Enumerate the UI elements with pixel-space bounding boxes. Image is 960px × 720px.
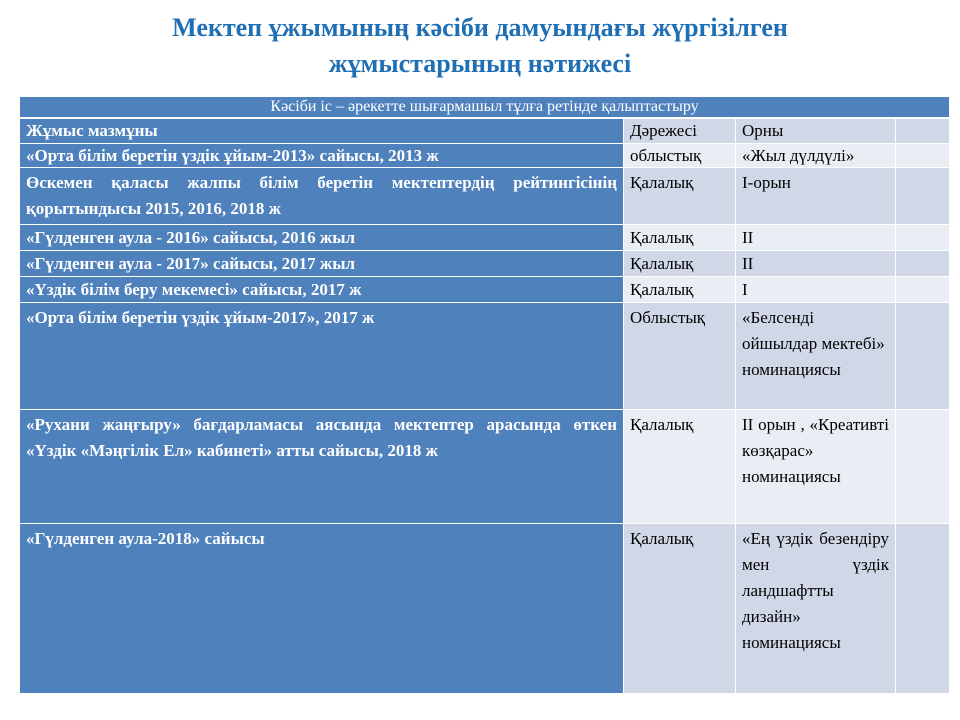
table-row bbox=[20, 251, 950, 277]
table-row bbox=[20, 144, 950, 168]
row-extra bbox=[896, 410, 950, 524]
row-content: «Үздік білім беру мекемесі» сайысы, 2017 ж bbox=[20, 277, 624, 303]
title-line-2: жұмыстарының нәтижесі bbox=[328, 49, 632, 78]
row-place: «Белсенді ойшылдар мектебі» номинациясы bbox=[736, 303, 896, 410]
row-place: ІІ bbox=[736, 225, 896, 251]
row-extra bbox=[896, 303, 950, 410]
row-place: «Ең үздік безендіру мен үздік ландшафтты дизайн» номинациясы bbox=[736, 524, 896, 694]
row-extra bbox=[896, 144, 950, 168]
table-row bbox=[20, 225, 950, 251]
header-level: Дәрежесі bbox=[624, 118, 736, 144]
row-content: «Гүлденген аула - 2017» сайысы, 2017 жыл bbox=[20, 251, 624, 277]
table-row bbox=[20, 410, 950, 524]
header-extra bbox=[896, 118, 950, 144]
header-place: Орны bbox=[736, 118, 896, 144]
results-table bbox=[19, 96, 950, 694]
row-place: ІІ орын , «Креативті көзқарас» номинациясы bbox=[736, 410, 896, 524]
row-content: «Орта білім беретін үздік ұйым-2013» сайысы, 2013 ж bbox=[20, 144, 624, 168]
row-level: облыстық bbox=[624, 144, 736, 168]
table-header-row bbox=[20, 118, 950, 144]
row-content: «Гүлденген аула - 2016» сайысы, 2016 жыл bbox=[20, 225, 624, 251]
row-level: Облыстық bbox=[624, 303, 736, 410]
table-row bbox=[20, 168, 950, 225]
row-level: Қалалық bbox=[624, 410, 736, 524]
table-banner: Кәсіби іс – әрекетте шығармашыл тұлға ретінде қалыптастыру bbox=[20, 97, 950, 119]
row-place: «Жыл дүлдүлі» bbox=[736, 144, 896, 168]
row-level: Қалалық bbox=[624, 168, 736, 225]
slide-title bbox=[0, 10, 960, 82]
row-extra bbox=[896, 251, 950, 277]
table-row bbox=[20, 524, 950, 694]
row-content: Өскемен қаласы жалпы білім беретін мектептердің рейтингісінің қорытындысы 2015, 2016, 2018 ж bbox=[20, 168, 624, 225]
row-place: ІІ bbox=[736, 251, 896, 277]
row-extra bbox=[896, 277, 950, 303]
row-place: І bbox=[736, 277, 896, 303]
row-level: Қалалық bbox=[624, 524, 736, 694]
row-level: Қалалық bbox=[624, 277, 736, 303]
table-row bbox=[20, 303, 950, 410]
table-banner-row bbox=[20, 97, 950, 119]
row-level: Қалалық bbox=[624, 225, 736, 251]
row-level: Қалалық bbox=[624, 251, 736, 277]
row-content: «Гүлденген аула-2018» сайысы bbox=[20, 524, 624, 694]
row-extra bbox=[896, 168, 950, 225]
row-extra bbox=[896, 524, 950, 694]
row-place: І-орын bbox=[736, 168, 896, 225]
row-content: «Рухани жаңғыру» бағдарламасы аясында мектептер арасында өткен «Үздік «Мәңгілік Ел» кабинеті» атты сайысы, 2018 ж bbox=[20, 410, 624, 524]
row-content: «Орта білім беретін үздік ұйым-2017», 2017 ж bbox=[20, 303, 624, 410]
header-content: Жұмыс мазмұны bbox=[20, 118, 624, 144]
row-extra bbox=[896, 225, 950, 251]
table-row bbox=[20, 277, 950, 303]
title-line-1: Мектеп ұжымының кәсіби дамуындағы жүргізілген bbox=[172, 13, 788, 42]
